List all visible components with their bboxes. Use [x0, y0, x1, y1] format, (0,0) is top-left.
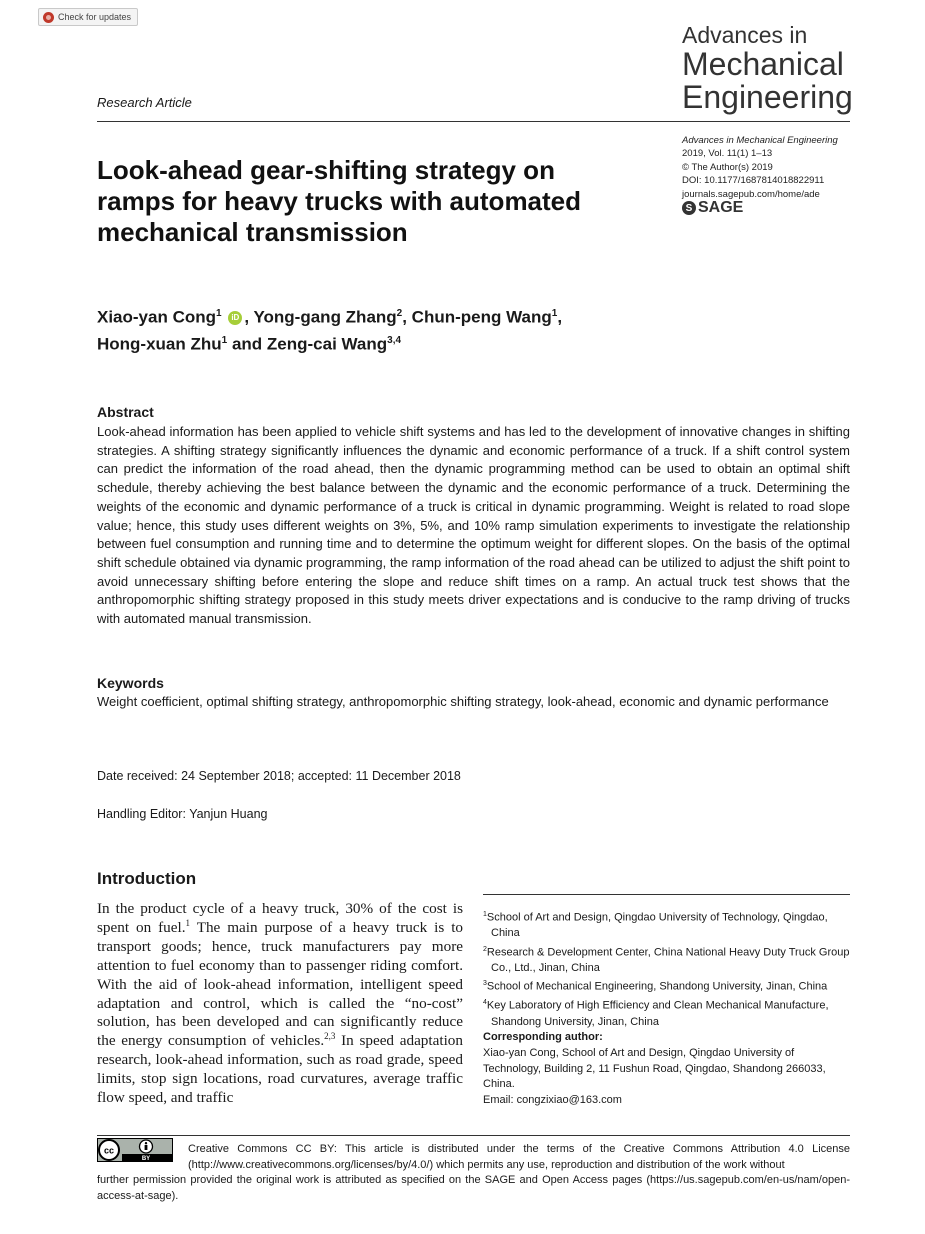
- journal-logo-line3: Engineering: [682, 79, 853, 115]
- sage-logo: [682, 199, 743, 217]
- journal-logo-line2: Mechanical: [682, 46, 844, 82]
- affiliation-text: School of Art and Design, Qingdao University of Technology, Qingdao, China: [486, 911, 828, 940]
- intro-sentence: In the product cycle of a heavy truck, 30% of the cost is spent on fuel.: [97, 900, 463, 936]
- affiliation-text: Key Laboratory of High Efficiency and Clean Mechanical Manufacture, Shandong University, Jinan, China: [486, 1000, 829, 1028]
- author-affil-sup: 3,4: [387, 334, 402, 346]
- sage-icon: S: [682, 201, 696, 215]
- affiliation-text: Research & Development Center, China National Heavy Duty Truck Group Co., Ltd., Jinan, China: [486, 946, 850, 974]
- meta-volume: 2019, Vol. 11(1) 1–13: [682, 148, 773, 160]
- author-name[interactable]: Hong-xuan Zhu: [97, 334, 222, 354]
- abstract-heading: Abstract: [97, 404, 154, 420]
- meta-copyright: © The Author(s) 2019: [682, 161, 773, 173]
- citation-link[interactable]: 2,3: [324, 1031, 336, 1042]
- check-for-updates-button[interactable]: [38, 8, 138, 26]
- author-name[interactable]: Xiao-yan Cong: [97, 307, 217, 327]
- cc-by-logo: [97, 1138, 173, 1162]
- affiliation-item: [483, 976, 850, 995]
- affiliation-text: School of Mechanical Engineering, Shandong University, Jinan, China: [486, 980, 828, 993]
- article-type: Research Article: [97, 95, 192, 110]
- intro-sentence: In speed adaptation research, look-ahead information, such as road grade, speed limits, stop sign locations, road curvatures, average traffic flow speed, and traffic: [97, 1032, 463, 1107]
- affiliation-item: [483, 907, 850, 942]
- affiliation-sup: 3: [483, 980, 487, 988]
- affiliation-sup: 2: [483, 945, 487, 953]
- corresponding-author-address: Xiao-yan Cong, School of Art and Design, Qingdao University of Technology, Building 2, 11 Fushun Road, Qingdao, Shandong 266033, China.: [483, 1047, 826, 1090]
- author-affil-sup: 1: [221, 334, 228, 346]
- affiliation-list: [483, 907, 850, 1030]
- corresponding-author: [483, 1046, 850, 1108]
- license-divider: [97, 1135, 850, 1136]
- date-received: Date received: 24 September 2018; accepted: 11 December 2018: [97, 769, 461, 783]
- author-separator: ,: [557, 307, 563, 327]
- handling-editor: Handling Editor: Yanjun Huang: [97, 807, 268, 821]
- keywords-heading: Keywords: [97, 675, 164, 691]
- journal-logo-line1: Advances in: [682, 22, 808, 48]
- journal-logo: [682, 24, 853, 113]
- author-name[interactable]: , Yong-gang Zhang: [244, 307, 397, 327]
- corresponding-author-heading: Corresponding author:: [483, 1031, 603, 1043]
- introduction-text: [97, 900, 463, 1108]
- introduction-heading: Introduction: [97, 869, 197, 888]
- intro-sentence: The main purpose of a heavy truck is to transport goods; hence, truck manufacturers pay more attention to fuel economy than to passenger riding comfort. With the aid of look-ahead information, intelligent speed adaptation and control, which is called the “no-cost” solution, has been developed and can significantly reduce the energy consumption of vehicles.: [97, 918, 464, 1050]
- author-name[interactable]: , Chun-peng Wang: [402, 307, 552, 327]
- license-text: Creative Commons CC BY: This article is distributed under the terms of the Creative Commons Attribution 4.0 License (http://www.creativecommons.org/licenses/by/4.0/) which permits any use, reproduction and distribution of the work without: [188, 1143, 850, 1171]
- affiliation-item: [483, 995, 850, 1030]
- meta-journal: Advances in Mechanical Engineering: [682, 135, 838, 146]
- keywords-text: Weight coefficient, optimal shifting strategy, anthropomorphic shifting strategy, look-ahead, economic and dynamic performance: [97, 694, 829, 709]
- meta-doi[interactable]: DOI: 10.1177/1687814018822911: [682, 175, 825, 187]
- article-meta: [682, 134, 838, 201]
- update-icon: [43, 12, 54, 23]
- by-icon: BY: [141, 1156, 151, 1162]
- author-list: [97, 302, 657, 355]
- paper-title: Look-ahead gear-shifting strategy on ramps for heavy trucks with automated mechanical transmission: [97, 155, 582, 247]
- abstract-text: Look-ahead information has been applied to vehicle shift systems and has led to the development of innovative changes in shifting strategies. A shifting strategy significantly influences the dynamic and economic performance of a truck. If a shift control system can predict the information of the road ahead, then the dynamic programming method can be used to obtain an optimal shift schedule, thereby achieving the best balance between the dynamic and the economic performance of a truck. Determining the weights of the economic and dynamic performance of a truck is critical in dynamic programming. Weight is related to road slope value; hence, this study uses different weights on 3%, 5%, and 10% ramp simulation experiments to investigate the relationship between fuel consumption and running time and to determine the optimum weight for different slopes. On the basis of the optimal shift schedule obtained via dynamic programming, the ramp information of the road ahead can be utilized to adjust the shift point to avoid unnecessary shifting before entering the slope and reduce shift times on a ramp. An actual truck test shows that the anthropomorphic shifting strategy proposed in this study meets driver expectations and is conducive to the ramp driving of trucks with automated manual transmission.: [97, 424, 850, 627]
- affiliations-divider: [483, 894, 850, 895]
- citation-link[interactable]: 1: [185, 917, 191, 928]
- check-for-updates-label: Check for updates: [58, 12, 132, 22]
- corresponding-author-email[interactable]: Email: congzixiao@163.com: [483, 1093, 622, 1106]
- orcid-icon[interactable]: iD: [228, 311, 242, 325]
- author-affil-sup: 1: [216, 308, 222, 319]
- affiliation-sup: 1: [483, 911, 487, 918]
- affiliation-item: [483, 942, 850, 977]
- header-divider: [97, 121, 850, 122]
- sage-label: SAGE: [698, 199, 744, 216]
- cc-icon: cc: [103, 1145, 115, 1156]
- affiliation-sup: 4: [483, 999, 487, 1007]
- meta-url[interactable]: journals.sagepub.com/home/ade: [682, 188, 820, 200]
- license-text-cont: further permission provided the original work is attributed as specified on the SAGE and Open Access pages (https://us.sagepub.com/en-us/nam/open-access-at-sage).: [97, 1174, 850, 1202]
- author-name[interactable]: and Zeng-cai Wang: [227, 334, 388, 354]
- author-affil-sup: 1: [551, 308, 558, 319]
- author-affil-sup: 2: [396, 308, 403, 319]
